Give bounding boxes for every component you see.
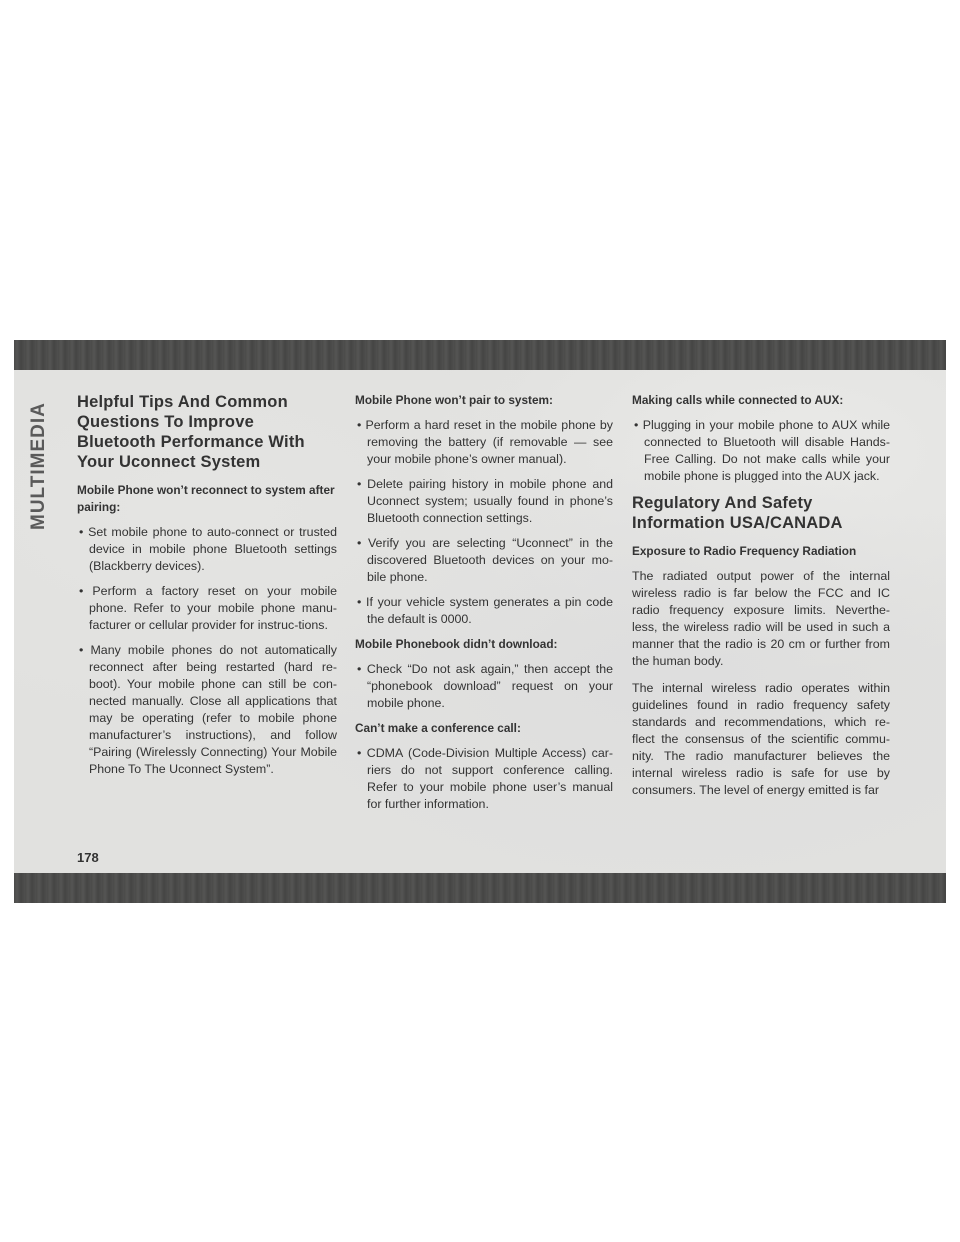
subheading-wont-pair: Mobile Phone won’t pair to system:	[355, 393, 553, 407]
list-item: • Plugging in your mobile phone to AUX while connected to Bluetooth will disable Hands-Free Calling. Do not make calls while your mobile phone is plugged into the AUX jack.	[634, 418, 890, 483]
list-item: • Perform a factory reset on your mobile phone. Refer to your mobile phone manu-facturer or cellular provider for instruc-tions.	[79, 584, 337, 632]
top-band	[14, 340, 946, 370]
section-heading-bluetooth-tips: Helpful Tips And Common Questions To Improve Bluetooth Performance With Your Uconnect System	[77, 393, 305, 471]
subheading-rf-exposure: Exposure to Radio Frequency Radiation	[632, 544, 857, 558]
paragraph: The internal wireless radio operates within guidelines found in radio frequency safety standards and recommendations, which re-flect the consensus of the scientific commu-nity. The radio manufacturer believes the internal wireless radio is safe for use by consumers. The level of energy emitted is far	[632, 681, 890, 797]
subheading-aux-calls: Making calls while connected to AUX:	[632, 393, 844, 407]
column-1	[77, 392, 337, 786]
paragraph: The radiated output power of the internal wireless radio is far below the FCC and IC radio frequency exposure limits. Neverthe-less, the wireless radio will be used in such a manner that the radio is 20 cm or further from the human body.	[632, 569, 890, 668]
subheading-conference-call: Can’t make a conference call:	[355, 721, 521, 735]
subheading-wont-reconnect: Mobile Phone won’t reconnect to system after pairing:	[77, 483, 335, 514]
bottom-band	[14, 873, 946, 903]
section-heading-regulatory: Regulatory And Safety Information USA/CANADA	[632, 494, 843, 532]
page-number: 178	[77, 850, 99, 865]
column-2	[355, 392, 613, 821]
list-item: • CDMA (Code-Division Multiple Access) car-riers do not support conference calling. Refer to your mobile phone user’s manual for further information.	[357, 746, 613, 811]
list-item: • If your vehicle system generates a pin code the default is 0000.	[357, 595, 613, 626]
list-item: • Many mobile phones do not automatically reconnect after being restarted (hard re-boot). Your mobile phone can still be con-nected manually. Close all applications that may be operating (refer to mobile phone manufacturer’s instructions), and follow “Pairing (Wirelessly Connecting) Your Mobile Phone To The Uconnect System”.	[79, 643, 337, 776]
manual-page	[14, 340, 946, 903]
list-item: • Verify you are selecting “Uconnect” in the discovered Bluetooth devices on your mo-bile phone.	[357, 536, 613, 584]
list-item: • Delete pairing history in mobile phone and Uconnect system; usually found in phone’s Bluetooth connection settings.	[357, 477, 613, 525]
column-3	[632, 392, 890, 809]
section-side-tab-label: MULTIMEDIA	[28, 402, 49, 530]
list-item: • Perform a hard reset in the mobile phone by removing the battery (if removable — see your mobile phone’s owner manual).	[357, 418, 613, 466]
subheading-phonebook: Mobile Phonebook didn’t download:	[355, 637, 558, 651]
list-item: • Check “Do not ask again,” then accept the “phonebook download” request on your mobile phone.	[357, 662, 613, 710]
section-side-tab	[26, 402, 50, 530]
list-item: • Set mobile phone to auto-connect or trusted device in mobile phone Bluetooth settings (Blackberry devices).	[79, 525, 337, 573]
